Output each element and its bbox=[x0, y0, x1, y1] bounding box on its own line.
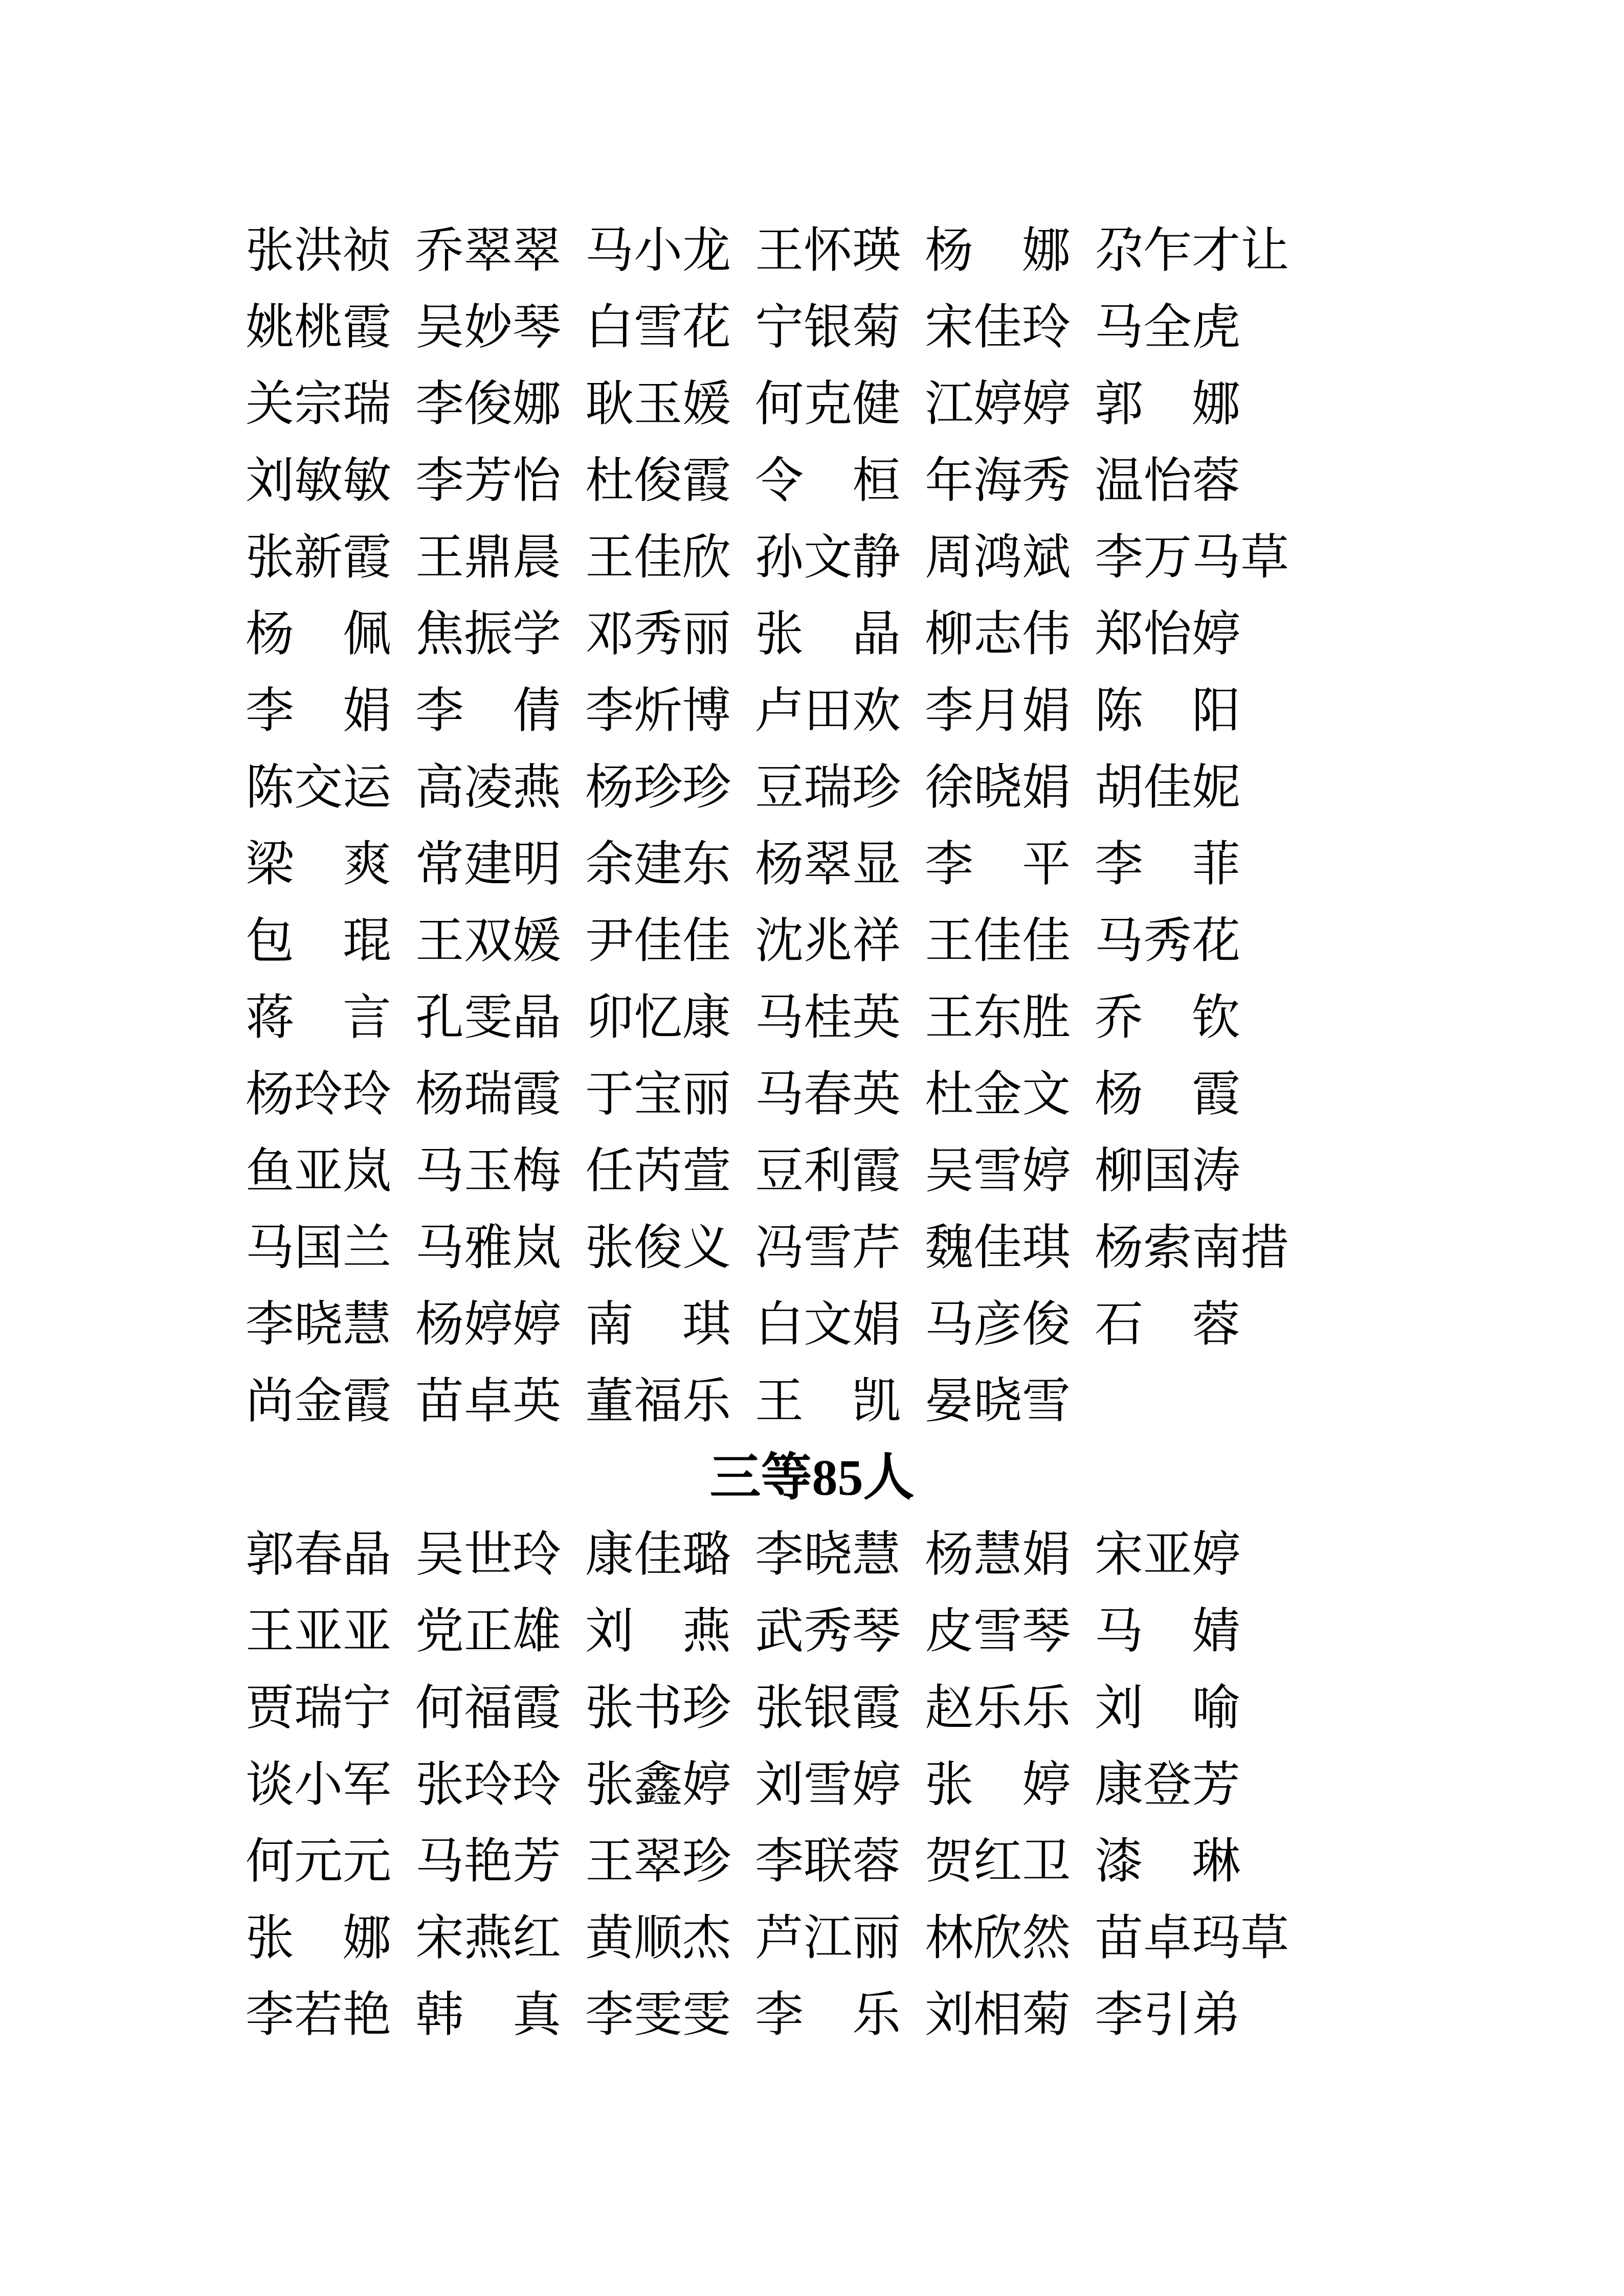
name: 杨瑞霞 bbox=[415, 1067, 562, 1121]
name: 苗卓玛草 bbox=[1095, 1911, 1289, 1965]
name: 李万马草 bbox=[1095, 530, 1289, 584]
name: 关宗瑞 bbox=[246, 377, 392, 431]
name-row bbox=[246, 826, 1624, 903]
name-row bbox=[246, 596, 1624, 672]
name: 李晓慧 bbox=[246, 1297, 392, 1352]
name-row bbox=[246, 1900, 1624, 1976]
name: 杨婷婷 bbox=[415, 1297, 562, 1352]
name-row bbox=[246, 1516, 1624, 1593]
name: 李引弟 bbox=[1095, 1988, 1241, 2042]
name: 马彦俊 bbox=[925, 1297, 1071, 1352]
name: 沈兆祥 bbox=[755, 914, 901, 968]
name: 卢田欢 bbox=[755, 684, 901, 738]
name: 黄顺杰 bbox=[585, 1911, 731, 1965]
name: 张新霞 bbox=[246, 530, 392, 584]
name: 贺红卫 bbox=[925, 1834, 1071, 1888]
name-row bbox=[246, 212, 1624, 289]
name: 任芮萱 bbox=[585, 1144, 731, 1198]
name-row bbox=[246, 1746, 1624, 1823]
name: 杨慧娟 bbox=[925, 1527, 1071, 1582]
name: 马秀花 bbox=[1095, 914, 1241, 968]
name: 马艳芳 bbox=[415, 1834, 562, 1888]
name: 张鑫婷 bbox=[585, 1758, 731, 1812]
name: 马国兰 bbox=[246, 1221, 392, 1275]
names-section-top bbox=[0, 212, 1624, 1439]
name: 陈 阳 bbox=[1095, 684, 1241, 738]
name: 宁银菊 bbox=[755, 300, 901, 354]
name: 魏佳琪 bbox=[925, 1221, 1071, 1275]
name: 张俊义 bbox=[585, 1221, 731, 1275]
name: 冯雪芹 bbox=[755, 1221, 901, 1275]
name: 马小龙 bbox=[585, 223, 731, 278]
name-row bbox=[246, 519, 1624, 596]
name: 王翠珍 bbox=[585, 1834, 731, 1888]
name-row bbox=[246, 1209, 1624, 1286]
name: 张洪祯 bbox=[246, 223, 392, 278]
name-row bbox=[246, 903, 1624, 979]
name: 李 菲 bbox=[1095, 837, 1241, 891]
name-row bbox=[246, 979, 1624, 1056]
name: 蒋 言 bbox=[246, 991, 392, 1045]
name: 苗卓英 bbox=[415, 1374, 562, 1428]
name: 李雯雯 bbox=[585, 1988, 731, 2042]
name: 胡佳妮 bbox=[1095, 760, 1241, 815]
name: 邓秀丽 bbox=[585, 607, 731, 661]
name: 豆利霞 bbox=[755, 1144, 901, 1198]
name: 李炘博 bbox=[585, 684, 731, 738]
name: 鱼亚岚 bbox=[246, 1144, 392, 1198]
name: 王双媛 bbox=[415, 914, 562, 968]
grade-heading: 三等85人 bbox=[709, 1449, 915, 1506]
name: 李月娟 bbox=[925, 684, 1071, 738]
name: 令 桓 bbox=[755, 454, 901, 508]
name: 杜俊霞 bbox=[585, 454, 731, 508]
name: 李联蓉 bbox=[755, 1834, 901, 1888]
name: 刘 喻 bbox=[1095, 1681, 1241, 1735]
name: 杨玲玲 bbox=[246, 1067, 392, 1121]
name: 杨索南措 bbox=[1095, 1221, 1289, 1275]
name: 张 婷 bbox=[925, 1758, 1071, 1812]
name: 耿玉媛 bbox=[585, 377, 731, 431]
name: 韩 真 bbox=[415, 1988, 562, 2042]
name: 何福霞 bbox=[415, 1681, 562, 1735]
name: 马桂英 bbox=[755, 991, 901, 1045]
name: 王东胜 bbox=[925, 991, 1071, 1045]
name: 南 琪 bbox=[585, 1297, 731, 1352]
name: 李 倩 bbox=[415, 684, 562, 738]
name-row bbox=[246, 1133, 1624, 1209]
name-row bbox=[246, 672, 1624, 749]
name: 豆瑞珍 bbox=[755, 760, 901, 815]
name: 宋燕红 bbox=[415, 1911, 562, 1965]
name: 焦振学 bbox=[415, 607, 562, 661]
name: 刘敏敏 bbox=[246, 454, 392, 508]
name: 于宝丽 bbox=[585, 1067, 731, 1121]
name: 乔翠翠 bbox=[415, 223, 562, 278]
name: 党正雄 bbox=[415, 1604, 562, 1658]
name: 何克健 bbox=[755, 377, 901, 431]
name: 马 婧 bbox=[1095, 1604, 1241, 1658]
name: 姚桃霞 bbox=[246, 300, 392, 354]
name: 柳国涛 bbox=[1095, 1144, 1241, 1198]
name: 徐晓娟 bbox=[925, 760, 1071, 815]
name: 杨 霞 bbox=[1095, 1067, 1241, 1121]
name: 郭 娜 bbox=[1095, 377, 1241, 431]
name: 李俊娜 bbox=[415, 377, 562, 431]
name: 康登芳 bbox=[1095, 1758, 1241, 1812]
name-row bbox=[246, 1056, 1624, 1133]
name: 年海秀 bbox=[925, 454, 1071, 508]
name: 刘相菊 bbox=[925, 1988, 1071, 2042]
name: 宋亚婷 bbox=[1095, 1527, 1241, 1582]
name-row bbox=[246, 1286, 1624, 1363]
name: 郑怡婷 bbox=[1095, 607, 1241, 661]
name: 李 平 bbox=[925, 837, 1071, 891]
name: 王佳欣 bbox=[585, 530, 731, 584]
name: 林欣然 bbox=[925, 1911, 1071, 1965]
name: 尕乍才让 bbox=[1095, 223, 1289, 278]
name: 吴妙琴 bbox=[415, 300, 562, 354]
name: 宋佳玲 bbox=[925, 300, 1071, 354]
name: 杨翠显 bbox=[755, 837, 901, 891]
name: 张书珍 bbox=[585, 1681, 731, 1735]
name: 王怀瑛 bbox=[755, 223, 901, 278]
name-row bbox=[246, 1823, 1624, 1900]
name: 柳志伟 bbox=[925, 607, 1071, 661]
names-section-bottom bbox=[0, 1516, 1624, 2053]
name: 余建东 bbox=[585, 837, 731, 891]
name-row bbox=[246, 442, 1624, 519]
name: 白文娟 bbox=[755, 1297, 901, 1352]
name: 王 凯 bbox=[755, 1374, 901, 1428]
name: 江婷婷 bbox=[925, 377, 1071, 431]
name: 杨 佩 bbox=[246, 607, 392, 661]
name: 谈小军 bbox=[246, 1758, 392, 1812]
name: 马玉梅 bbox=[415, 1144, 562, 1198]
name-row bbox=[246, 749, 1624, 826]
name-row bbox=[246, 1363, 1624, 1439]
name: 梁 爽 bbox=[246, 837, 392, 891]
name: 芦江丽 bbox=[755, 1911, 901, 1965]
name: 贾瑞宁 bbox=[246, 1681, 392, 1735]
name: 李芳怡 bbox=[415, 454, 562, 508]
name: 杨 娜 bbox=[925, 223, 1071, 278]
name-row bbox=[246, 1593, 1624, 1670]
name: 康佳璐 bbox=[585, 1527, 731, 1582]
name: 王亚亚 bbox=[246, 1604, 392, 1658]
name: 李 乐 bbox=[755, 1988, 901, 2042]
name: 温怡蓉 bbox=[1095, 454, 1241, 508]
name: 李晓慧 bbox=[755, 1527, 901, 1582]
name: 晏晓雪 bbox=[925, 1374, 1071, 1428]
name: 周鸿斌 bbox=[925, 530, 1071, 584]
name: 杜金文 bbox=[925, 1067, 1071, 1121]
name: 郭春晶 bbox=[246, 1527, 392, 1582]
name: 吴雪婷 bbox=[925, 1144, 1071, 1198]
name: 孔雯晶 bbox=[415, 991, 562, 1045]
name: 白雪花 bbox=[585, 300, 731, 354]
name: 常建明 bbox=[415, 837, 562, 891]
name: 李 娟 bbox=[246, 684, 392, 738]
name-row bbox=[246, 289, 1624, 366]
name: 武秀琴 bbox=[755, 1604, 901, 1658]
name: 吴世玲 bbox=[415, 1527, 562, 1582]
name: 杨珍珍 bbox=[585, 760, 731, 815]
name: 陈交运 bbox=[246, 760, 392, 815]
name: 尹佳佳 bbox=[585, 914, 731, 968]
name: 张玲玲 bbox=[415, 1758, 562, 1812]
name: 包 琨 bbox=[246, 914, 392, 968]
name: 马雅岚 bbox=[415, 1221, 562, 1275]
name: 乔 钦 bbox=[1095, 991, 1241, 1045]
name-row bbox=[246, 366, 1624, 442]
name: 王佳佳 bbox=[925, 914, 1071, 968]
name: 李若艳 bbox=[246, 1988, 392, 2042]
name: 王鼎晨 bbox=[415, 530, 562, 584]
name: 董福乐 bbox=[585, 1374, 731, 1428]
name: 张银霞 bbox=[755, 1681, 901, 1735]
name: 皮雪琴 bbox=[925, 1604, 1071, 1658]
name: 刘 燕 bbox=[585, 1604, 731, 1658]
name: 何元元 bbox=[246, 1834, 392, 1888]
name: 马春英 bbox=[755, 1067, 901, 1121]
name: 卯忆康 bbox=[585, 991, 731, 1045]
name: 高凌燕 bbox=[415, 760, 562, 815]
name: 刘雪婷 bbox=[755, 1758, 901, 1812]
name: 马全虎 bbox=[1095, 300, 1241, 354]
name: 赵乐乐 bbox=[925, 1681, 1071, 1735]
name-row bbox=[246, 1976, 1624, 2053]
name: 漆 琳 bbox=[1095, 1834, 1241, 1888]
name: 石 蓉 bbox=[1095, 1297, 1241, 1352]
name-row bbox=[246, 1670, 1624, 1746]
name: 张 娜 bbox=[246, 1911, 392, 1965]
name: 孙文静 bbox=[755, 530, 901, 584]
name: 张 晶 bbox=[755, 607, 901, 661]
name: 尚金霞 bbox=[246, 1374, 392, 1428]
